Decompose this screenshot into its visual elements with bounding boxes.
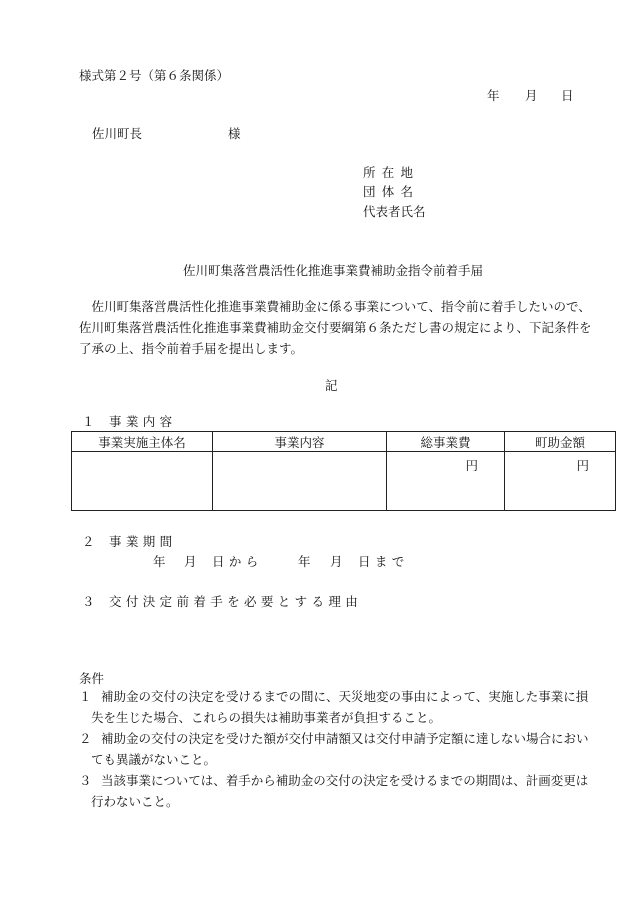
condition-item [79,770,599,812]
group-label: 団体名 [363,184,420,199]
addressee-honorific: 様 [228,126,241,141]
addressee-name: 佐川町長 [92,126,143,141]
condition-number: ２ [79,731,92,746]
condition-text: 補助金の交付の決定を受けるまでの間に、天災地変の事由によって、実施した事業に損 [101,689,589,704]
representative-label: 代表者氏名 [363,204,426,219]
conditions-heading: 条件 [79,671,105,686]
condition-item [79,686,599,728]
body-line: 了承の上、指令前着手届を提出します。 [79,341,304,356]
section1-label: 事業内容 [109,414,177,429]
section3-number: ３ [82,594,95,609]
section2-label: 事業期間 [109,534,177,549]
period-from-day: 日から [212,554,263,569]
date-year: 年 [487,88,500,103]
condition-text: ても異議がないこと。 [91,752,217,767]
ki-marker: 記 [325,378,338,393]
period-to-year: 年 [298,554,311,569]
header-total-cost: 総事業費 [387,432,505,452]
unit-yen: 円 [576,458,589,473]
date-day: 日 [561,88,574,103]
cell-subsidy[interactable] [505,452,616,511]
header-content: 事業内容 [213,432,387,452]
header-subsidy: 町助金額 [505,432,616,452]
condition-number: １ [79,689,92,704]
document-title: 佐川町集落営農活性化推進事業費補助金指令前着手届 [183,263,484,278]
project-table [71,431,616,511]
body-line: 佐川町集落営農活性化推進事業費補助金に係る事業について、指令前に着手したいので、 [79,299,591,314]
form-number: 様式第２号（第６条関係） [79,68,230,83]
condition-text: 補助金の交付の決定を受けた額が交付申請額又は交付申請予定額に達しない場合におい [101,731,589,746]
cell-total-cost[interactable] [387,452,505,511]
table-row [72,452,616,511]
cell-content[interactable] [213,452,387,511]
body-line: 佐川町集落営農活性化推進事業費補助金交付要綱第６条ただし書の規定により、下記条件を [79,320,592,335]
cell-implementer[interactable] [72,452,213,511]
header-implementer: 事業実施主体名 [72,432,213,452]
condition-text: 行わないこと。 [91,794,179,809]
unit-yen: 円 [465,458,478,473]
table-header-row [72,432,616,452]
condition-item [79,728,599,770]
address-label: 所在地 [363,165,420,180]
conditions-list [79,686,599,812]
section2-number: ２ [82,534,95,549]
section3-label: 交付決定前着手を必要とする理由 [109,594,363,609]
body-text [79,296,599,359]
condition-text: 当該事業については、着手から補助金の交付の決定を受けるまでの期間は、計画変更は [101,773,589,788]
condition-number: ３ [79,773,92,788]
section1-number: １ [82,414,95,429]
period-to-day: 日まで [358,554,409,569]
condition-text: 失を生じた場合、これらの損失は補助事業者が負担すること。 [91,710,442,725]
period-from-month: 月 [184,554,197,569]
period-to-month: 月 [330,554,343,569]
date-month: 月 [525,88,538,103]
period-from-year: 年 [153,554,166,569]
